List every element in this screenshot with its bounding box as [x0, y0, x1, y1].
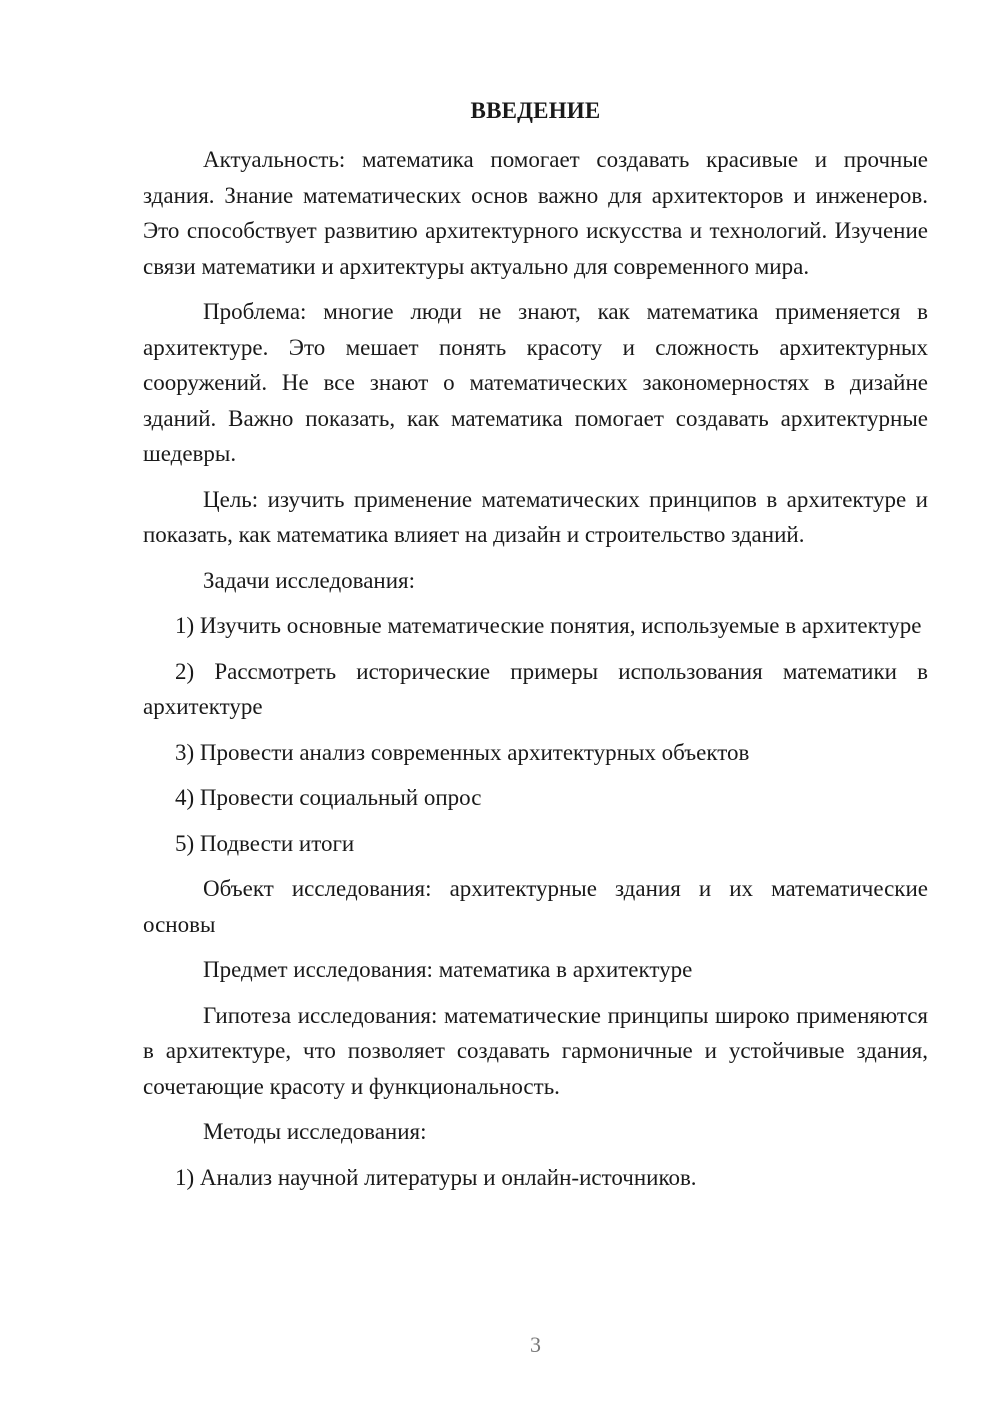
page-title: ВВЕДЕНИЕ	[470, 98, 601, 123]
page-number: 3	[530, 1332, 541, 1357]
task-item: 5) Подвести итоги	[175, 830, 355, 856]
subject-paragraph: Предмет исследования: математика в архитектуре	[203, 957, 693, 982]
document-page	[143, 0, 928, 1414]
goal-paragraph: Цель: изучить применение математических принципов в архитектуре и показать, как математика влияет на дизайн и строительство зданий.	[143, 486, 928, 547]
hypothesis-paragraph: Гипотеза исследования: математические принципы широко применяются в архитектуре, что позволяет создавать гармоничные и устойчивые здания, сочетающие красоту и функциональность.	[143, 1002, 928, 1099]
method-item: 1) Анализ научной литературы и онлайн-источников.	[175, 1164, 697, 1190]
document-body	[143, 142, 928, 1205]
task-item: 2) Рассмотреть исторические примеры использования математики в архитектуре	[143, 658, 928, 719]
problem-paragraph: Проблема: многие люди не знают, как математика применяется в архитектуре. Это мешает понять красоту и сложность архитектурных сооружений. Не все знают о математических закономерностях в дизайне зданий. Важно показать, как математика помогает создавать архитектурные шедевры.	[143, 299, 928, 466]
task-item: 3) Провести анализ современных архитектурных объектов	[175, 739, 750, 765]
object-paragraph: Объект исследования: архитектурные здания и их математические основы	[143, 876, 928, 937]
relevance-paragraph: Актуальность: математика помогает создавать красивые и прочные здания. Знание математических основ важно для архитекторов и инженеров. Это способствует развитию архитектурного искусства и технологий. Изучение связи математики и архитектуры актуально для современного мира.	[143, 147, 928, 279]
task-item: 4) Провести социальный опрос	[175, 785, 482, 810]
task-item: 1) Изучить основные математические понятия, используемые в архитектуре	[175, 613, 922, 638]
methods-heading: Методы исследования:	[203, 1119, 427, 1144]
tasks-heading: Задачи исследования:	[203, 567, 416, 593]
